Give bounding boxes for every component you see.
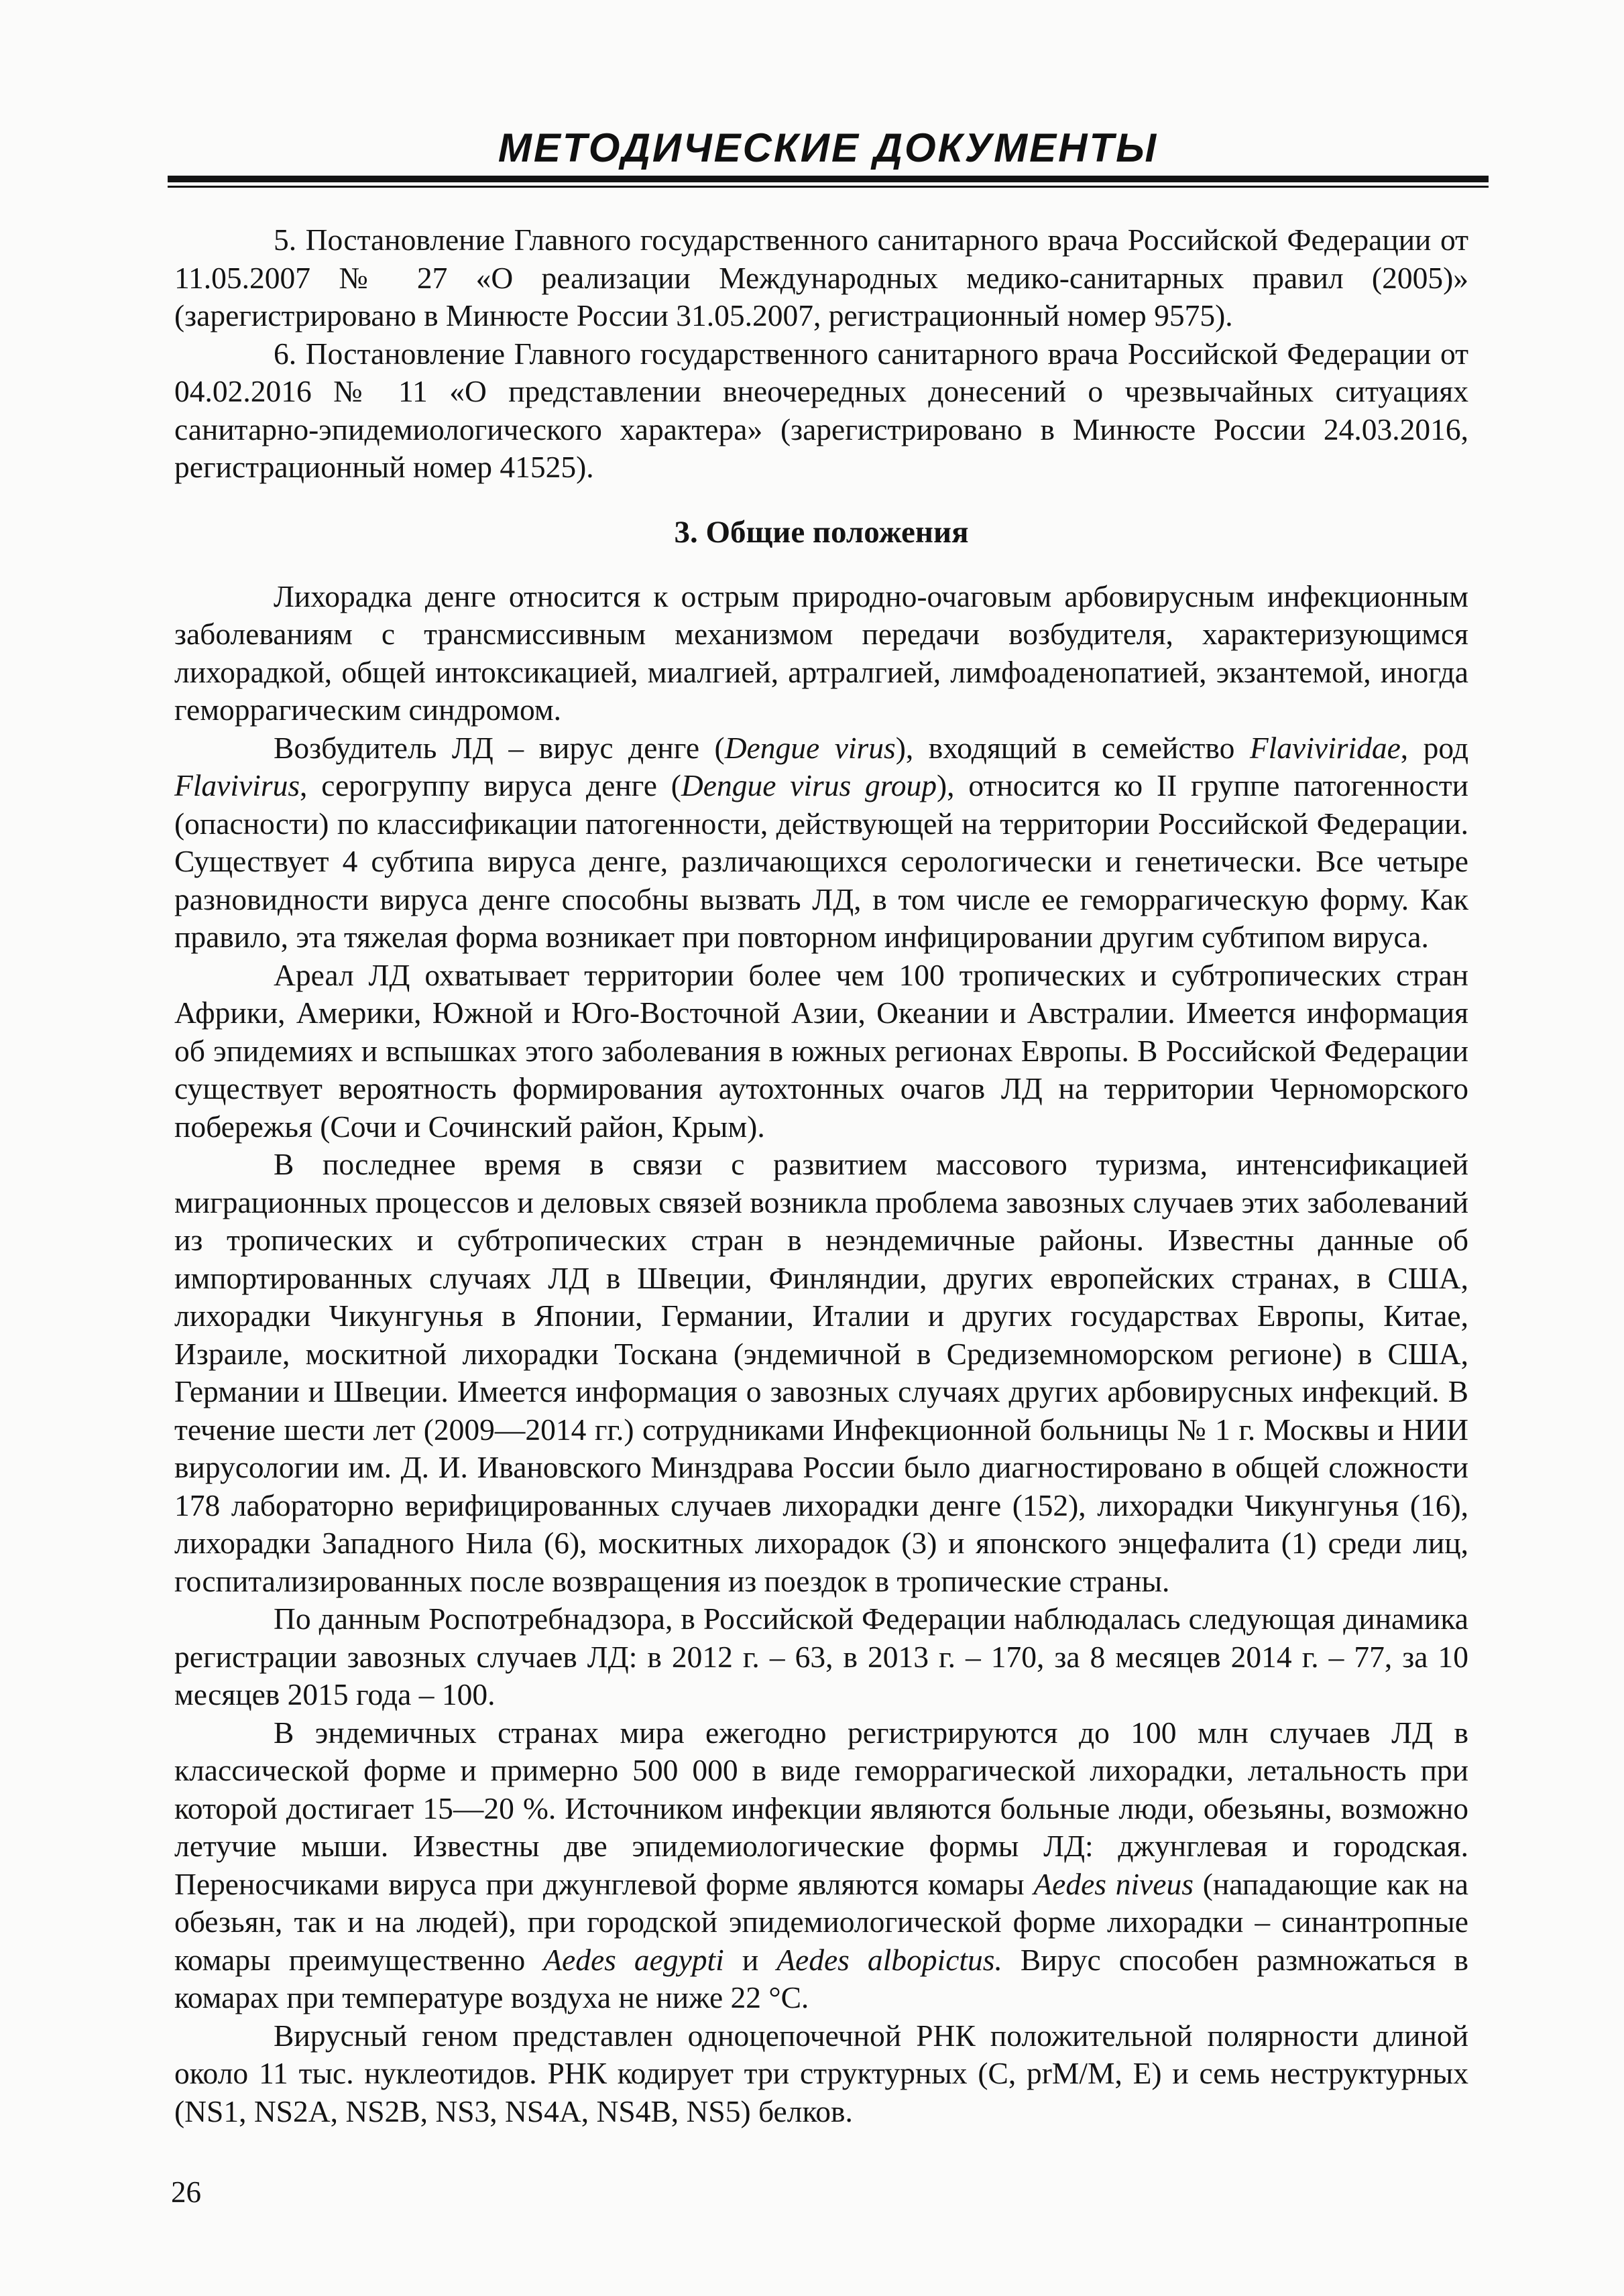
section-heading: 3. Общие положения: [674, 514, 969, 550]
reference-item: 5. Постановление Главного государственного санитарного врача Российской Федерации от 11.05.2007 № 27 «О реализации Международных медико-санитарных правил (2005)» (зарегистрировано в Минюсте России 31.05.2007, регистрационный номер 9575).: [174, 223, 1468, 333]
body-paragraph: Возбудитель ЛД – вирус денге (Dengue virus), входящий в семейство Flaviviridae, род Flavivirus, серогруппу вируса денге (Dengue virus group), относится ко II группе патогенности (опасности) по классификации патогенности, действующей на территории Российской Федерации. Существует 4 субтипа вируса денге, различающихся серологически и генетически. Все четыре разновидности вируса денге способны вызвать ЛД, в том числе ее геморрагическую форму. Как правило, эта тяжелая форма возникает при повторном инфицировании другим субтипом вируса.: [174, 730, 1468, 954]
body-paragraph: Ареал ЛД охватывает территории более чем 100 тропических и субтропических стран Африки, Америки, Южной и Юго-Восточной Азии, Океании и Австралии. Имеется информация об эпидемиях и вспышках этого заболевания в южных регионах Европы. В Российской Федерации существует вероятность формирования аутохтонных очагов ЛД на территории Черноморского побережья (Сочи и Сочинский район, Крым).: [174, 957, 1468, 1144]
page-header: [168, 124, 1489, 172]
header-rule-thick: [168, 176, 1489, 182]
document-body: [174, 221, 1468, 2130]
body-paragraph: Вирусный геном представлен одноцепочечной РНК положительной полярности длиной около 11 тыс. нуклеотидов. РНК кодирует три структурных (С, prM/M, Е) и семь неструктурных (NS1, NS2A, NS2B, NS3, NS4A, NS4B, NS5) белков.: [174, 2018, 1468, 2128]
page-number: 26: [171, 2175, 201, 2209]
header-rule-thin: [168, 186, 1489, 188]
body-paragraph: В эндемичных странах мира ежегодно регистрируются до 100 млн случаев ЛД в классической форме и примерно 500 000 в виде геморрагической лихорадки, летальность при которой достигает 15—20 %. Источником инфекции являются больные люди, обезьяны, возможно летучие мыши. Известны две эпидемиологические формы ЛД: джунглевая и городская. Переносчиками вируса при джунглевой форме являются комары Aedes niveus (нападающие как на обезьян, так и на людей), при городской эпидемиологической форме лихорадки – синантропные комары преимущественно Aedes aegypti и Aedes albopictus. Вирус способен размножаться в комарах при температуре воздуха не ниже 22 °С.: [174, 1715, 1468, 2014]
reference-item: 6. Постановление Главного государственного санитарного врача Российской Федерации от 04.02.2016 № 11 «О представлении внеочередных донесений о чрезвычайных ситуациях санитарно-эпидемиологического характера» (зарегистрировано в Минюсте России 24.03.2016, регистрационный номер 41525).: [174, 336, 1468, 484]
body-paragraph: Лихорадка денге относится к острым природно-очаговым арбовирусным инфекционным заболеваниям с трансмиссивным механизмом передачи возбудителя, характеризующимся лихорадкой, общей интоксикацией, миалгией, артралгией, лимфоаденопатией, экзантемой, иногда геморрагическим синдромом.: [174, 579, 1468, 727]
body-paragraph: По данным Роспотребнадзора, в Российской Федерации наблюдалась следующая динамика регистрации завозных случаев ЛД: в 2012 г. – 63, в 2013 г. – 170, за 8 месяцев 2014 г. – 77, за 10 месяцев 2015 года – 100.: [174, 1602, 1468, 1711]
body-paragraph: В последнее время в связи с развитием массового туризма, интенсификацией миграционных процессов и деловых связей возникла проблема завозных случаев этих заболеваний из тропических и субтропических стран в неэндемичные районы. Известны данные об импортированных случаях ЛД в Швеции, Финляндии, других европейских странах, в США, лихорадки Чикунгунья в Японии, Германии, Италии и других государствах Европы, Китае, Израиле, москитной лихорадки Тоскана (эндемичной в Средиземноморском регионе) в США, Германии и Швеции. Имеется информация о завозных случаях других арбовирусных инфекций. В течение шести лет (2009—2014 гг.) сотрудниками Инфекционной больницы № 1 г. Москвы и НИИ вирусологии им. Д. И. Ивановского Минздрава России было диагностировано в общей сложности 178 лабораторно верифицированных случаев лихорадки денге (152), лихорадки Чикунгунья (16), лихорадки Западного Нила (6), москитных лихорадок (3) и японского энцефалита (1) среди лиц, госпитализированных после возвращения из поездок в тропические страны.: [174, 1147, 1468, 1598]
header-title: МЕТОДИЧЕСКИЕ ДОКУМЕНТЫ: [498, 125, 1159, 170]
